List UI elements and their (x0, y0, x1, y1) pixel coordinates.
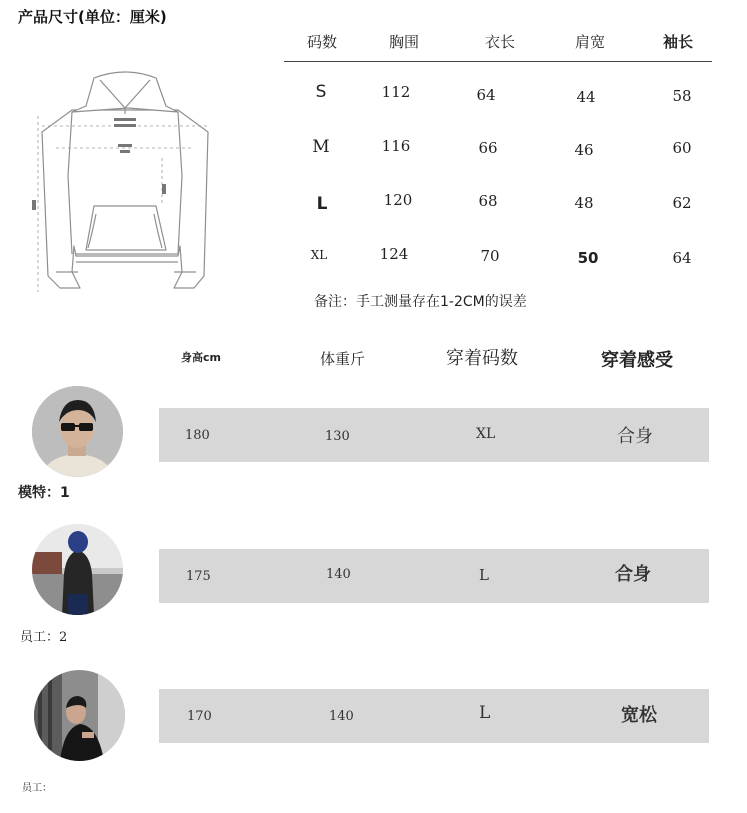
table-cell: 70 (480, 247, 500, 265)
row-size: L (479, 703, 491, 723)
table-cell: 46 (574, 141, 594, 159)
page-title: 产品尺寸(单位：厘米) (18, 8, 167, 26)
fit-row-3 (159, 689, 709, 743)
table-cell: 64 (476, 86, 496, 104)
row-weight: 140 (326, 567, 351, 582)
fit-row-2 (159, 549, 709, 603)
header-length: 衣长 (484, 33, 516, 51)
table-cell: 68 (478, 192, 498, 210)
header-fit-feel: 穿着感受 (601, 350, 673, 371)
model-caption: 模特：1 (18, 485, 70, 501)
row-weight: 130 (325, 429, 350, 444)
table-cell: 62 (672, 194, 692, 212)
header-weight: 体重斤 (320, 350, 366, 368)
table-cell: 124 (379, 245, 409, 263)
row-height: 180 (185, 428, 210, 443)
header-shoulder: 肩宽 (574, 33, 606, 51)
measurement-note: 备注：手工测量存在1-2CM的误差 (314, 294, 527, 310)
table-cell: 60 (672, 139, 692, 157)
model-photo-1 (32, 386, 123, 477)
table-cell: M (312, 137, 330, 157)
fit-row-1 (159, 408, 709, 462)
table-cell: 44 (576, 88, 596, 106)
table-cell: 112 (381, 83, 411, 101)
row-height: 170 (187, 709, 212, 724)
table-cell: 116 (381, 137, 411, 155)
hoodie-diagram-icon (28, 66, 220, 298)
header-chest: 胸围 (388, 33, 420, 51)
table-cell: 120 (383, 191, 413, 209)
table-cell: 66 (478, 139, 498, 157)
model-caption: 员工：2 (20, 630, 68, 645)
table-cell: 48 (574, 194, 594, 212)
row-weight: 140 (329, 709, 354, 724)
model-photo-2 (32, 524, 123, 615)
row-feel: 宽松 (621, 705, 657, 726)
row-height: 175 (186, 569, 211, 584)
table-cell: 50 (577, 249, 599, 267)
table-cell: XL (310, 248, 328, 262)
table-divider (284, 61, 712, 62)
header-sleeve: 袖长 (662, 33, 694, 51)
header-size: 码数 (306, 33, 338, 51)
row-size: L (479, 566, 489, 584)
model-photo-3 (34, 670, 125, 761)
header-height: 身高cm (181, 351, 221, 364)
model-caption: 员工： (22, 783, 52, 794)
row-size: XL (476, 426, 496, 442)
table-cell: 64 (672, 249, 692, 267)
row-feel: 合身 (615, 564, 651, 585)
header-worn-size: 穿着码数 (446, 348, 518, 369)
table-cell: 58 (672, 87, 692, 105)
row-feel: 合身 (617, 426, 653, 447)
table-cell: L (316, 194, 328, 214)
table-cell: S (315, 82, 327, 102)
